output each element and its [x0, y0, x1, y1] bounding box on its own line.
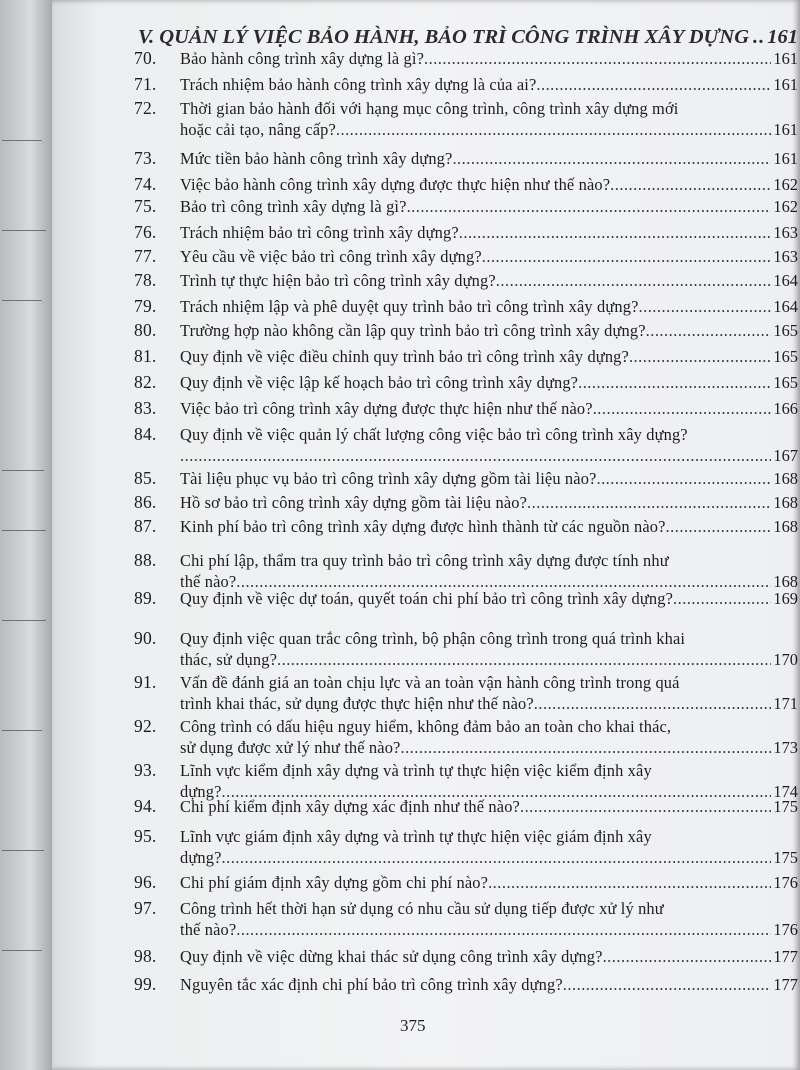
entry-number: 72.: [134, 98, 157, 118]
toc-entry[interactable]: [134, 346, 798, 367]
entry-number: 95.: [134, 826, 157, 846]
book-spine-edge: [0, 0, 56, 1070]
leader-dots: [603, 946, 772, 967]
entry-page: 161: [773, 75, 798, 94]
entry-title: dựng?: [180, 848, 222, 867]
entry-title: Quy định về việc quản lý chất lượng công việc bảo trì công trình xây dựng?: [180, 425, 688, 444]
entry-page: 168: [773, 493, 798, 512]
entry-number: 75.: [134, 196, 157, 216]
entry-title: Việc bảo trì công trình xây dựng được thực hiện như thế nào?: [180, 399, 593, 418]
toc-entry[interactable]: [134, 796, 798, 817]
entry-number: 86.: [134, 492, 157, 512]
toc-entry[interactable]: [134, 974, 798, 995]
leader-dots: [222, 847, 772, 868]
entry-number: 80.: [134, 320, 157, 340]
toc-entry[interactable]: [134, 174, 798, 195]
entry-number: 71.: [134, 74, 157, 94]
entry-title: Bảo hành công trình xây dựng là gì?: [180, 49, 425, 68]
entry-page: 168: [773, 469, 798, 488]
leader-dots: [753, 26, 763, 49]
entry-page: 165: [773, 321, 798, 340]
toc-entry[interactable]: [134, 550, 798, 592]
entry-page: 177: [773, 947, 798, 966]
leader-dots: [673, 588, 771, 609]
entry-title: Trách nhiệm bảo trì công trình xây dựng?: [180, 223, 459, 242]
entry-page: 173: [773, 738, 798, 757]
toc-entry[interactable]: [134, 148, 798, 169]
toc-entry[interactable]: [134, 196, 798, 217]
toc-entry[interactable]: [134, 588, 798, 609]
spine-mark: [2, 530, 46, 531]
entry-title: Quy định về việc điều chỉnh quy trình bảo trì công trình xây dựng?: [180, 347, 629, 366]
spine-mark: [2, 140, 42, 141]
leader-dots: [593, 398, 772, 419]
entry-title: Yêu cầu về việc bảo trì công trình xây dựng?: [180, 247, 482, 266]
entry-page: 176: [773, 920, 798, 939]
leader-dots: [407, 196, 772, 217]
entry-page: 161: [773, 149, 798, 168]
toc-entry[interactable]: [134, 826, 798, 868]
section-title: V. QUẢN LÝ VIỆC BẢO HÀNH, BẢO TRÌ CÔNG TRÌNH XÂY DỰNG: [138, 26, 750, 48]
entry-number: 74.: [134, 174, 157, 194]
entry-title: Hồ sơ bảo trì công trình xây dựng gồm tài liệu nào?: [180, 493, 528, 512]
toc-entry[interactable]: [134, 898, 798, 940]
entry-page: 170: [773, 650, 798, 669]
entry-title: thế nào?: [180, 572, 237, 591]
entry-title: Quy định về việc lập kế hoạch bảo trì công trình xây dựng?: [180, 373, 579, 392]
entry-page: 163: [773, 247, 798, 266]
toc-entry[interactable]: [134, 628, 798, 670]
leader-dots: [180, 445, 771, 466]
toc-entry[interactable]: [134, 516, 798, 537]
entry-number: 94.: [134, 796, 157, 816]
entry-number: 83.: [134, 398, 157, 418]
toc-entry[interactable]: [134, 296, 798, 317]
entry-number: 93.: [134, 760, 157, 780]
leader-dots: [563, 974, 772, 995]
leader-dots: [459, 222, 772, 243]
entry-title: Công trình hết thời hạn sử dụng có nhu cầu sử dụng tiếp được xử lý như: [180, 899, 664, 918]
entry-number: 76.: [134, 222, 157, 242]
entry-number: 79.: [134, 296, 157, 316]
entry-title: Lĩnh vực kiểm định xây dựng và trình tự thực hiện việc kiểm định xây: [180, 761, 652, 780]
leader-dots: [666, 516, 772, 537]
entry-title: Nguyên tắc xác định chi phí bảo trì công trình xây dựng?: [180, 975, 563, 994]
entry-title: Chi phí giám định xây dựng gồm chi phí nào?: [180, 873, 489, 892]
entry-page: 164: [773, 271, 798, 290]
entry-number: 73.: [134, 148, 157, 168]
page-number: 375: [400, 1016, 426, 1035]
section-heading[interactable]: [138, 26, 798, 49]
leader-dots: [596, 468, 771, 489]
spine-mark: [2, 620, 46, 621]
entry-title: trình khai thác, sử dụng được thực hiện như thế nào?: [180, 694, 534, 713]
entry-page: 169: [773, 589, 798, 608]
toc-entry[interactable]: [134, 320, 798, 341]
entry-page: 168: [773, 517, 798, 536]
entry-title: Trách nhiệm bảo hành công trình xây dựng là của ai?: [180, 75, 537, 94]
entry-title: Lĩnh vực giám định xây dựng và trình tự thực hiện việc giám định xây: [180, 827, 652, 846]
entry-title: Công trình có dấu hiệu nguy hiểm, không đảm bảo an toàn cho khai thác,: [180, 717, 672, 736]
entry-number: 70.: [134, 48, 157, 68]
spine-mark: [2, 470, 44, 471]
entry-page: 175: [773, 848, 798, 867]
leader-dots: [400, 737, 771, 758]
leader-dots: [336, 119, 772, 140]
entry-title: Bảo trì công trình xây dựng là gì?: [180, 197, 407, 216]
entry-number: 90.: [134, 628, 157, 648]
entry-title: Trường hợp nào không cần lập quy trình bảo trì công trình xây dựng?: [180, 321, 646, 340]
entry-number: 89.: [134, 588, 157, 608]
toc-entry[interactable]: [134, 98, 798, 140]
entry-title: Chi phí lập, thẩm tra quy trình bảo trì công trình xây dựng được tính như: [180, 551, 669, 570]
leader-dots: [646, 320, 772, 341]
toc-entry[interactable]: [134, 716, 798, 758]
entry-page: 167: [773, 446, 798, 465]
leader-dots: [534, 693, 772, 714]
leader-dots: [236, 919, 771, 940]
entry-title: hoặc cải tạo, nâng cấp?: [180, 120, 336, 139]
entry-number: 88.: [134, 550, 157, 570]
toc-entry[interactable]: [134, 672, 798, 714]
entry-page: 168: [773, 572, 798, 591]
leader-dots: [527, 492, 771, 513]
entry-page: 165: [773, 373, 798, 392]
leader-dots: [610, 174, 771, 195]
entry-page: 177: [773, 975, 798, 994]
entry-title: thác, sử dụng?: [180, 650, 278, 669]
entry-number: 81.: [134, 346, 157, 366]
entry-number: 92.: [134, 716, 157, 736]
toc-entry[interactable]: [134, 492, 798, 513]
toc-entry[interactable]: [134, 424, 798, 466]
leader-dots: [482, 246, 772, 267]
entry-page: 175: [773, 797, 798, 816]
entry-page: 171: [773, 694, 798, 713]
leader-dots: [520, 796, 771, 817]
entry-number: 77.: [134, 246, 157, 266]
entry-page: 163: [773, 223, 798, 242]
entry-title: dựng?: [180, 782, 222, 801]
entry-title: Quy định việc quan trắc công trình, bộ phận công trình trong quá trình khai: [180, 629, 686, 648]
toc-entry[interactable]: [134, 74, 798, 95]
entry-page: 162: [773, 197, 798, 216]
entry-title: Trách nhiệm lập và phê duyệt quy trình bảo trì công trình xây dựng?: [180, 297, 639, 316]
toc-entry[interactable]: [134, 222, 798, 243]
entry-number: 99.: [134, 974, 157, 994]
spine-mark: [2, 950, 42, 951]
entry-title: Mức tiền bảo hành công trình xây dựng?: [180, 149, 453, 168]
spine-mark: [2, 730, 42, 731]
leader-dots: [488, 872, 771, 893]
entry-number: 98.: [134, 946, 157, 966]
leader-dots: [452, 148, 771, 169]
toc-entry[interactable]: [134, 872, 798, 893]
entry-number: 87.: [134, 516, 157, 536]
toc-entry[interactable]: [134, 398, 798, 419]
leader-dots: [536, 74, 771, 95]
leader-dots: [578, 372, 771, 393]
entry-title: Quy định về việc dừng khai thác sử dụng công trình xây dựng?: [180, 947, 603, 966]
entry-title: Kinh phí bảo trì công trình xây dựng được hình thành từ các nguồn nào?: [180, 517, 666, 536]
leader-dots: [277, 649, 771, 670]
leader-dots: [629, 346, 771, 367]
spine-mark: [2, 300, 42, 301]
leader-dots: [496, 270, 772, 291]
entry-number: 82.: [134, 372, 157, 392]
entry-title: Chi phí kiểm định xây dựng xác định như thế nào?: [180, 797, 520, 816]
spine-mark: [2, 850, 44, 851]
entry-title: Quy định về việc dự toán, quyết toán chi phí bảo trì công trình xây dựng?: [180, 589, 674, 608]
entry-title: Tài liệu phục vụ bảo trì công trình xây dựng gồm tài liệu nào?: [180, 469, 597, 488]
toc-entry[interactable]: [134, 468, 798, 489]
entry-page: 165: [773, 347, 798, 366]
entry-page: 161: [773, 49, 798, 68]
entry-title: Trình tự thực hiện bảo trì công trình xây dựng?: [180, 271, 496, 290]
entry-page: 174: [773, 782, 798, 801]
toc-entry[interactable]: [134, 372, 798, 393]
entry-page: 161: [773, 120, 798, 139]
entry-number: 97.: [134, 898, 157, 918]
toc-entry[interactable]: [134, 946, 798, 967]
entry-page: 164: [773, 297, 798, 316]
entry-number: 78.: [134, 270, 157, 290]
entry-number: 96.: [134, 872, 157, 892]
toc-entry[interactable]: [134, 246, 798, 267]
section-page: 161: [767, 26, 798, 48]
toc-entry[interactable]: [134, 48, 798, 69]
toc-entry[interactable]: [134, 270, 798, 291]
entry-page: 166: [773, 399, 798, 418]
entry-number: 91.: [134, 672, 157, 692]
document-page: [52, 0, 800, 1070]
entry-number: 85.: [134, 468, 157, 488]
leader-dots: [639, 296, 772, 317]
entry-title: Việc bảo hành công trình xây dựng được thực hiện như thế nào?: [180, 175, 611, 194]
entry-title: thế nào?: [180, 920, 237, 939]
entry-title: sử dụng được xử lý như thế nào?: [180, 738, 401, 757]
spine-mark: [2, 230, 46, 231]
entry-page: 162: [773, 175, 798, 194]
entry-number: 84.: [134, 424, 157, 444]
entry-title: Vấn đề đánh giá an toàn chịu lực và an toàn vận hành công trình trong quá: [180, 673, 680, 692]
entry-title: Thời gian bảo hành đối với hạng mục công trình, công trình xây dựng mới: [180, 99, 679, 118]
leader-dots: [424, 48, 771, 69]
entry-page: 176: [773, 873, 798, 892]
